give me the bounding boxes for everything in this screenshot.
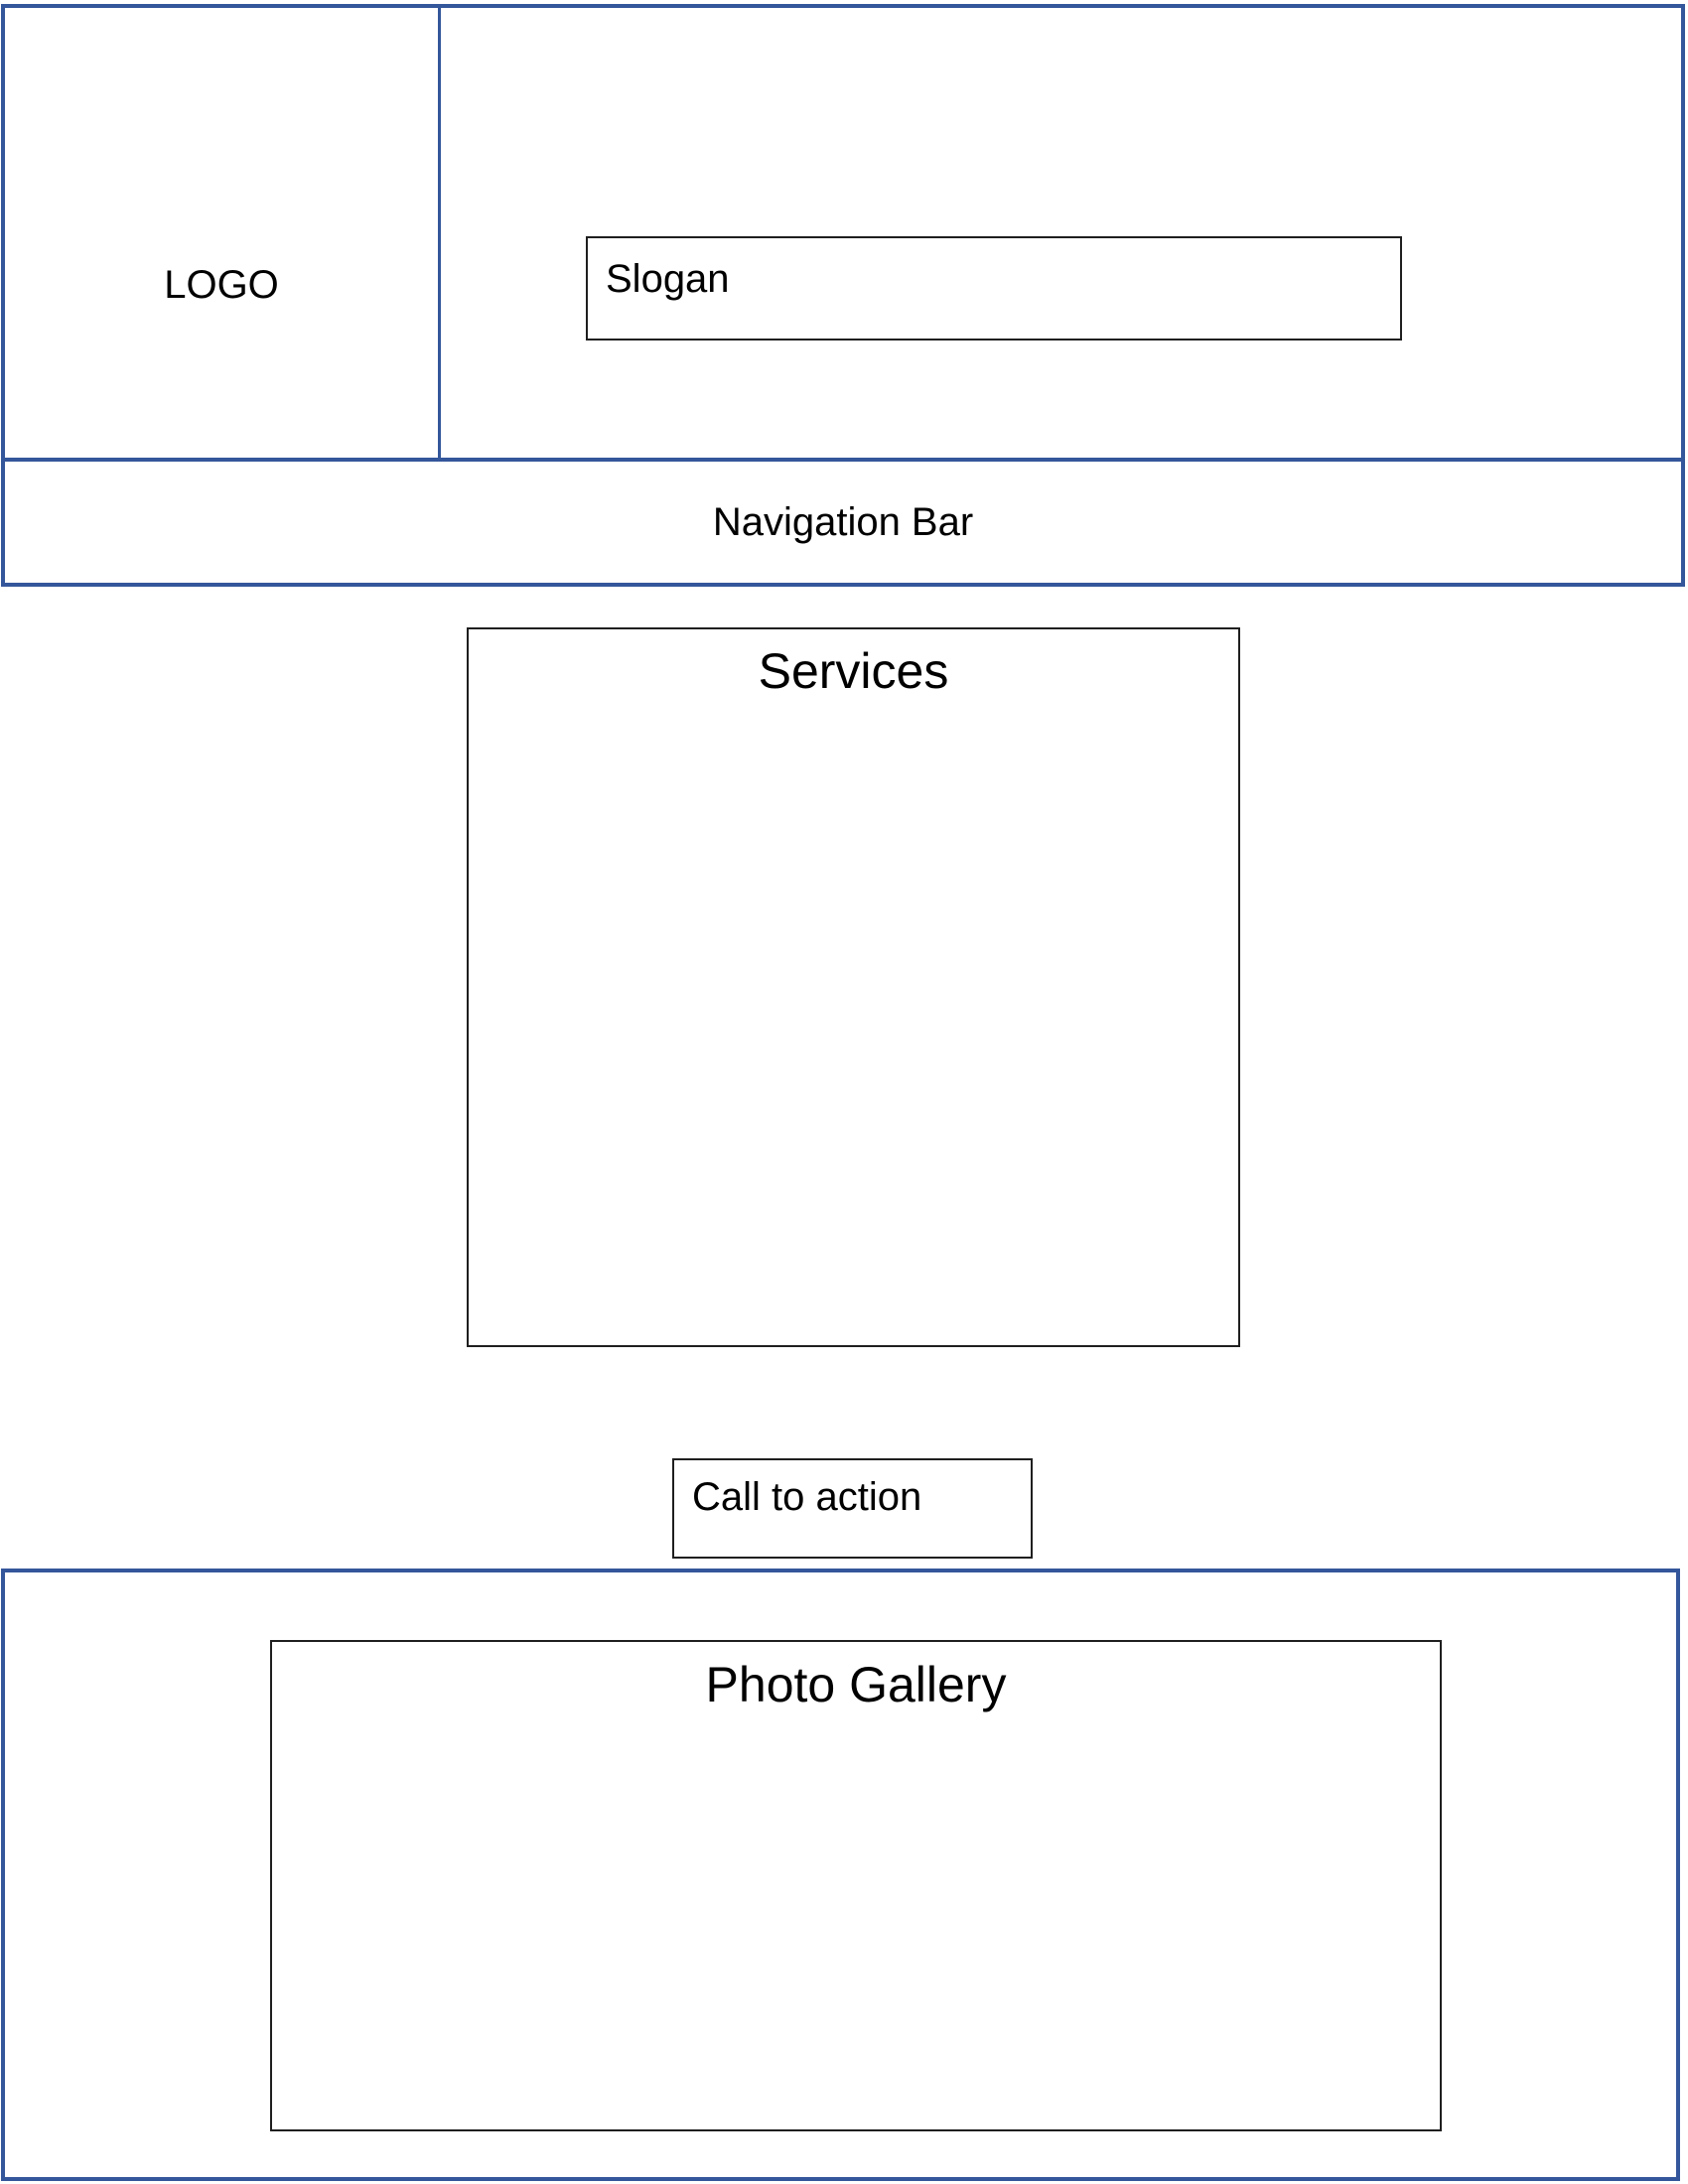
slogan-box (586, 236, 1402, 341)
nav-bar-label: Navigation Bar (712, 500, 974, 544)
photo-gallery-title: Photo Gallery (705, 1657, 1007, 1712)
photo-gallery-box (270, 1640, 1442, 2131)
logo-cell (5, 8, 441, 458)
header-frame (1, 4, 1685, 587)
header-top-row (5, 8, 1681, 458)
header-right-cell (441, 8, 1681, 458)
cta-label: Call to action (692, 1475, 922, 1519)
photo-gallery-section (1, 1569, 1680, 2181)
slogan-label: Slogan (606, 257, 730, 301)
logo-label: LOGO (164, 263, 279, 307)
cta-button[interactable] (672, 1458, 1033, 1559)
services-box (467, 627, 1240, 1347)
nav-bar[interactable] (5, 458, 1681, 583)
services-title: Services (758, 643, 949, 699)
